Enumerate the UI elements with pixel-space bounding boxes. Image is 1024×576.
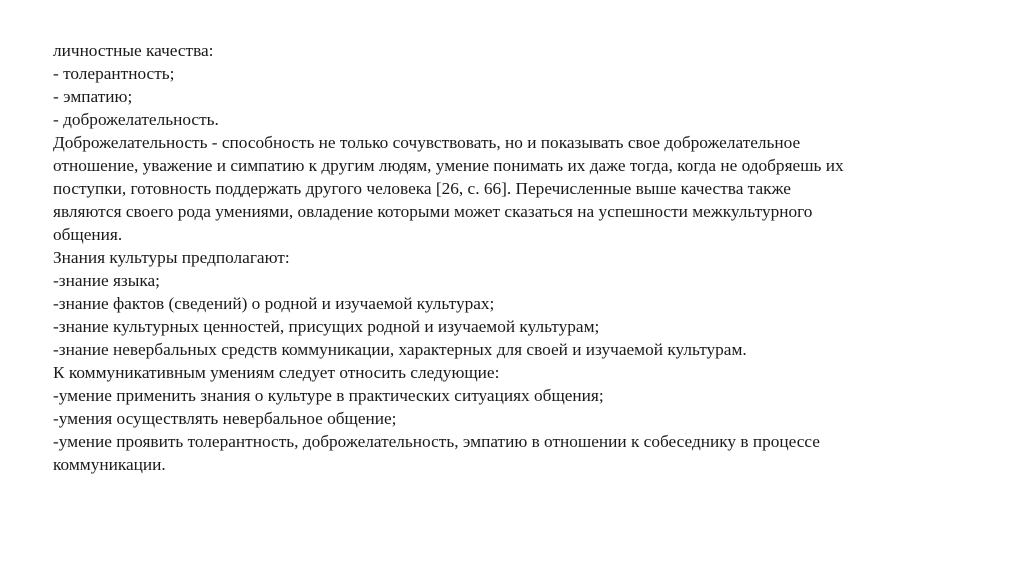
text-line: личностные качества: <box>53 41 214 60</box>
text-line: являются своего рода умениями, овладение которыми может сказаться на успешности межкультурного <box>53 202 813 221</box>
text-line: Знания культуры предполагают: <box>53 248 290 267</box>
list-item: - толерантность; <box>53 64 175 83</box>
list-item: -знание невербальных средств коммуникации, характерных для своей и изучаемой культурам. <box>53 340 747 359</box>
list-item: -знание фактов (сведений) о родной и изучаемой культурах; <box>53 294 495 313</box>
list-item: - доброжелательность. <box>53 110 219 129</box>
document-text <box>53 39 984 476</box>
text-line: Доброжелательность - способность не только сочувствовать, но и показывать свое доброжелательное <box>53 133 801 152</box>
list-item: - эмпатию; <box>53 87 133 106</box>
text-line: поступки, готовность поддержать другого человека [26, с. 66]. Перечисленные выше качества также <box>53 179 791 198</box>
list-item: -умения осуществлять невербальное общение; <box>53 409 397 428</box>
text-line: К коммуникативным умениям следует относить следующие: <box>53 363 500 382</box>
list-item: -умение проявить толерантность, доброжелательность, эмпатию в отношении к собеседнику в процессе <box>53 432 820 451</box>
list-item: -знание культурных ценностей, присущих родной и изучаемой культурам; <box>53 317 600 336</box>
list-item: -знание языка; <box>53 271 160 290</box>
text-line: общения. <box>53 225 123 244</box>
text-line: коммуникации. <box>53 455 166 474</box>
list-item: -умение применить знания о культуре в практических ситуациях общения; <box>53 386 604 405</box>
text-line: отношение, уважение и симпатию к другим людям, умение понимать их даже тогда, когда не одобряешь их <box>53 156 844 175</box>
